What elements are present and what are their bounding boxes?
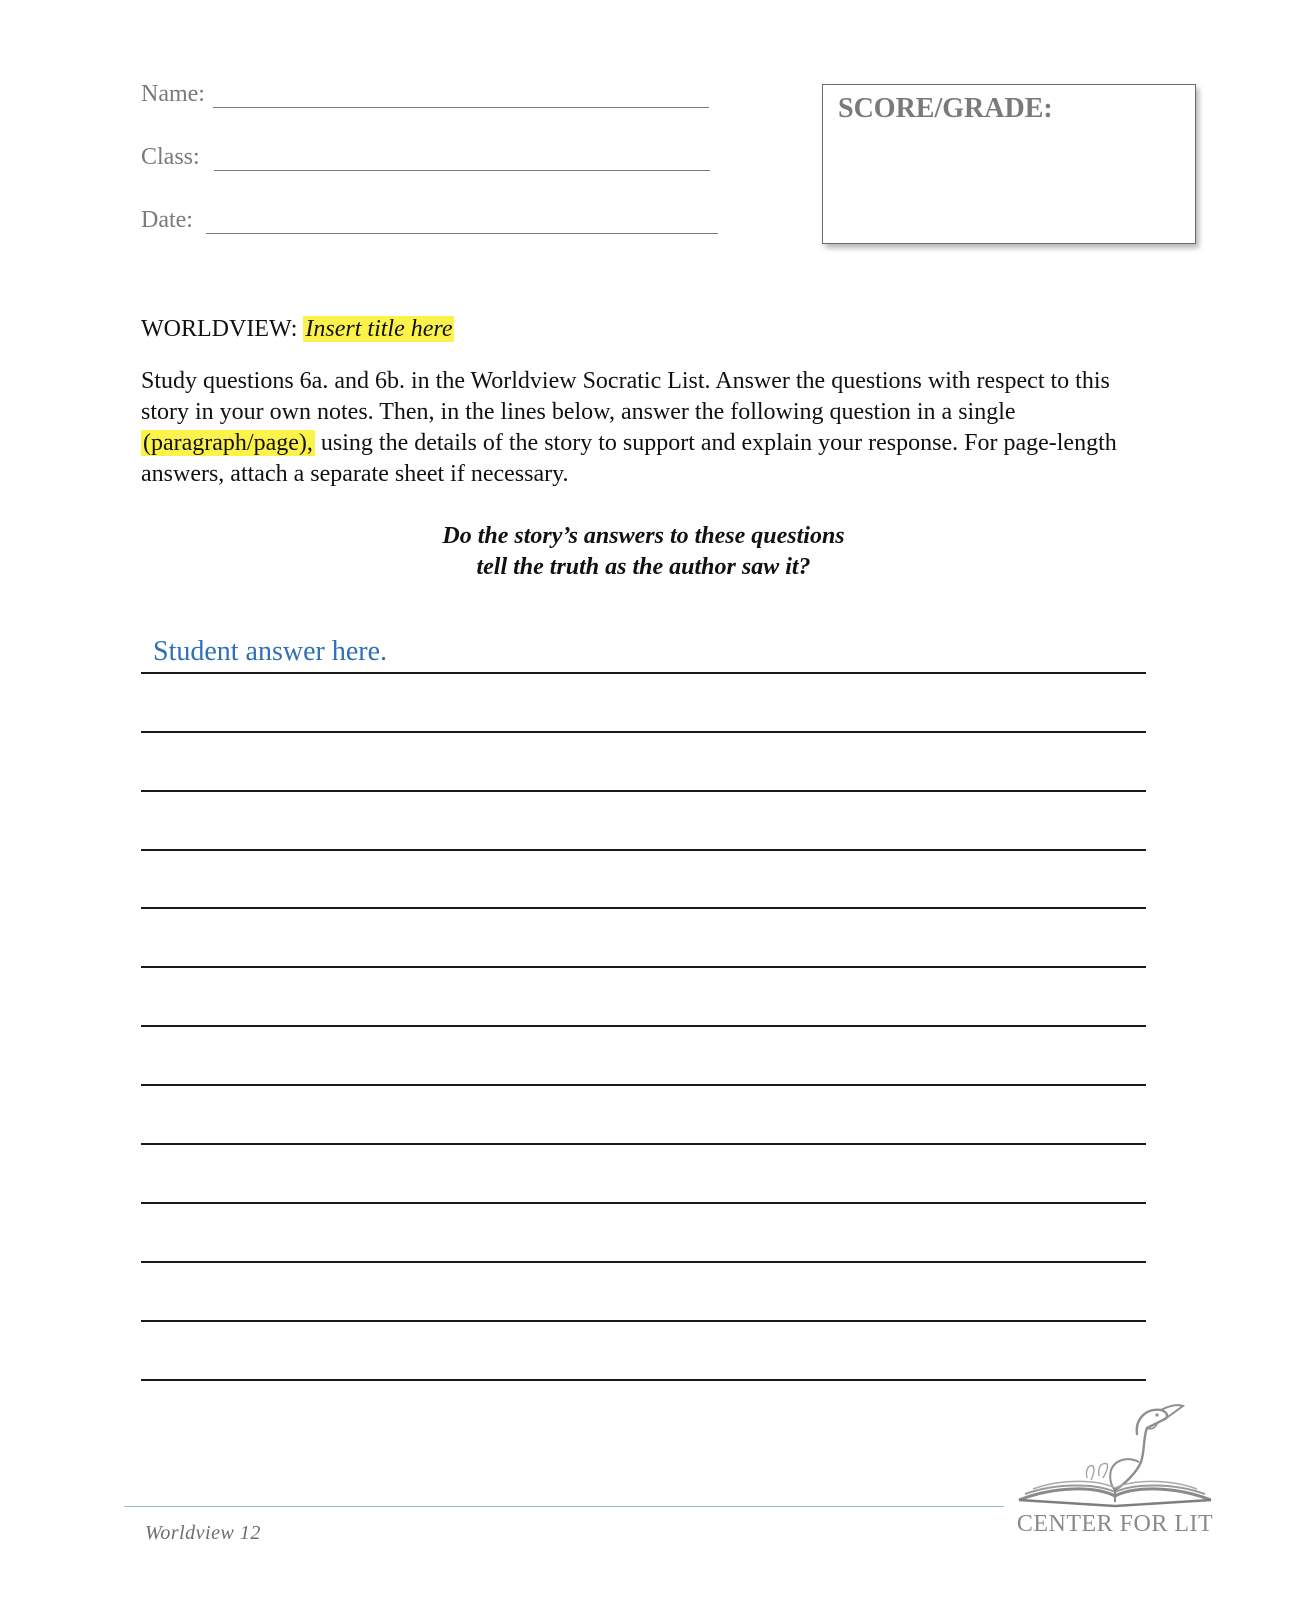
student-answer-text[interactable]: Student answer here. <box>153 636 388 667</box>
answer-line[interactable] <box>141 907 1146 909</box>
answer-line[interactable] <box>141 731 1146 733</box>
answer-line[interactable] <box>141 790 1146 792</box>
answer-line[interactable] <box>141 849 1146 851</box>
answer-line[interactable] <box>141 1379 1146 1381</box>
answer-line[interactable] <box>141 1084 1146 1086</box>
central-question <box>141 521 1146 583</box>
pelican-book-icon <box>1015 1398 1215 1510</box>
logo-text: CENTER FOR LIT <box>1016 1511 1214 1537</box>
answer-line[interactable] <box>141 1143 1146 1145</box>
answer-line[interactable] <box>141 1320 1146 1322</box>
question-line-1: Do the story’s answers to these questions <box>442 523 845 549</box>
worldview-heading <box>141 316 454 343</box>
instructions-highlight: (paragraph/page), <box>143 430 313 456</box>
worldview-label: WORLDVIEW: <box>141 316 298 342</box>
date-input-line[interactable] <box>206 209 718 234</box>
date-label: Date: <box>141 207 193 233</box>
footer-page-label: Worldview 12 <box>145 1522 261 1544</box>
name-label: Name: <box>141 81 205 107</box>
name-input-line[interactable] <box>213 83 709 108</box>
answer-line[interactable] <box>141 966 1146 968</box>
class-label: Class: <box>141 144 200 170</box>
instructions-part2: using the details of the story to support and explain your response. For page-length answers, attach a separate sheet if necessary. <box>141 430 1117 487</box>
instructions-part1: Study questions 6a. and 6b. in the Worldview Socratic List. Answer the questions with respect to this story in your own notes. Then, in the lines below, answer the following question in a single <box>141 368 1110 425</box>
answer-line[interactable] <box>141 672 1146 674</box>
answer-line[interactable] <box>141 1261 1146 1263</box>
score-grade-box[interactable] <box>822 84 1196 244</box>
date-field[interactable] <box>141 200 718 234</box>
answer-line[interactable] <box>141 1202 1146 1204</box>
name-field[interactable] <box>141 74 709 108</box>
question-line-2: tell the truth as the author saw it? <box>476 554 811 580</box>
center-for-lit-logo <box>1010 1398 1220 1548</box>
answer-line[interactable] <box>141 1025 1146 1027</box>
score-grade-title: SCORE/GRADE: <box>838 93 1053 124</box>
class-field[interactable] <box>141 137 710 171</box>
footer-divider <box>124 1506 1004 1507</box>
class-input-line[interactable] <box>214 146 710 171</box>
instructions-paragraph <box>141 366 1151 490</box>
worldview-title-placeholder[interactable]: Insert title here <box>305 316 453 342</box>
